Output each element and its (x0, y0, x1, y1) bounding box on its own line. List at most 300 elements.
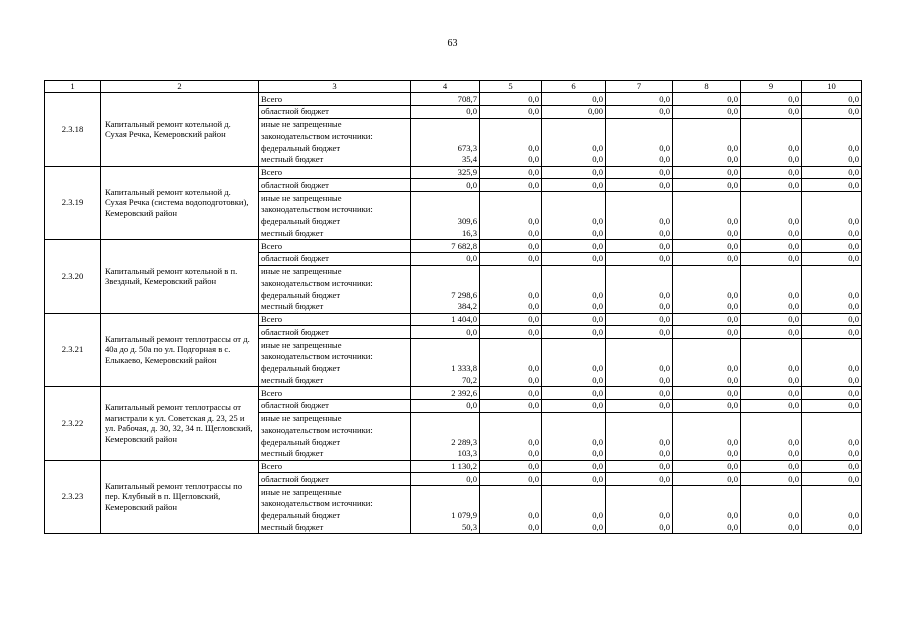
value-cell: 0,0 (542, 448, 606, 460)
value-cell: 0,0 (741, 473, 802, 486)
value-cell: 0,0 (606, 374, 673, 386)
value-cell (606, 118, 673, 130)
funding-source-label: Всего (259, 240, 411, 253)
value-cell: 0,0 (480, 93, 542, 106)
value-cell: 0,0 (542, 154, 606, 166)
value-cell: 0,0 (802, 448, 862, 460)
value-cell (480, 339, 542, 351)
table-body (45, 93, 862, 534)
value-cell: 0,0 (411, 179, 480, 192)
value-cell: 0,0 (480, 105, 542, 118)
value-cell: 70,2 (411, 374, 480, 386)
value-cell (606, 412, 673, 424)
value-cell: 0,0 (606, 166, 673, 179)
value-cell: 0,0 (542, 387, 606, 400)
value-cell (741, 130, 802, 142)
value-cell: 0,0 (480, 374, 542, 386)
value-cell: 0,0 (802, 301, 862, 313)
funding-source-label: иные не запрещенные (259, 339, 411, 351)
value-cell (673, 130, 741, 142)
funding-source-label: федеральный бюджет (259, 142, 411, 154)
value-cell: 0,0 (673, 473, 741, 486)
value-cell (741, 351, 802, 363)
value-cell (542, 351, 606, 363)
value-cell: 0,0 (480, 460, 542, 473)
value-cell: 0,0 (673, 216, 741, 228)
value-cell: 0,0 (542, 301, 606, 313)
value-cell: 0,0 (542, 436, 606, 448)
value-cell (673, 118, 741, 130)
value-cell: 0,0 (741, 448, 802, 460)
value-cell: 0,0 (741, 252, 802, 265)
table-row (45, 387, 862, 400)
funding-source-label: иные не запрещенные (259, 265, 411, 277)
funding-source-label: местный бюджет (259, 448, 411, 460)
value-cell (542, 277, 606, 289)
value-cell: 1 333,8 (411, 363, 480, 375)
value-cell (802, 339, 862, 351)
page-number: 63 (447, 38, 458, 49)
value-cell (802, 486, 862, 498)
funding-source-label: законодательством источники: (259, 204, 411, 216)
column-header: 2 (101, 81, 259, 93)
value-cell (542, 130, 606, 142)
value-cell: 0,0 (542, 399, 606, 412)
value-cell: 0,0 (480, 387, 542, 400)
funding-source-label: законодательством источники: (259, 277, 411, 289)
value-cell: 0,0 (673, 510, 741, 522)
value-cell: 0,0 (480, 289, 542, 301)
value-cell: 0,0 (542, 179, 606, 192)
value-cell: 0,00 (542, 105, 606, 118)
value-cell (542, 486, 606, 498)
value-cell: 0,0 (741, 387, 802, 400)
value-cell (411, 192, 480, 204)
value-cell: 0,0 (802, 510, 862, 522)
value-cell (673, 204, 741, 216)
funding-source-label: законодательством источники: (259, 351, 411, 363)
value-cell: 0,0 (673, 387, 741, 400)
value-cell (802, 424, 862, 436)
column-header: 3 (259, 81, 411, 93)
table-row (45, 460, 862, 473)
value-cell: 0,0 (480, 363, 542, 375)
value-cell: 0,0 (802, 436, 862, 448)
value-cell: 0,0 (673, 460, 741, 473)
value-cell: 0,0 (606, 240, 673, 253)
value-cell (802, 351, 862, 363)
value-cell (542, 204, 606, 216)
value-cell: 35,4 (411, 154, 480, 166)
value-cell: 0,0 (480, 252, 542, 265)
value-cell: 0,0 (673, 240, 741, 253)
value-cell: 0,0 (606, 154, 673, 166)
value-cell (802, 130, 862, 142)
value-cell: 0,0 (741, 142, 802, 154)
funding-source-label: федеральный бюджет (259, 436, 411, 448)
value-cell (411, 498, 480, 510)
value-cell: 0,0 (802, 93, 862, 106)
item-title: Капитальный ремонт котельной в п. Звездный, Кемеровский район (101, 240, 259, 314)
column-header: 7 (606, 81, 673, 93)
value-cell (606, 424, 673, 436)
value-cell (606, 265, 673, 277)
funding-source-label: Всего (259, 93, 411, 106)
value-cell (411, 424, 480, 436)
column-number-row (45, 81, 862, 93)
value-cell: 0,0 (802, 166, 862, 179)
value-cell: 0,0 (606, 313, 673, 326)
funding-source-label: законодательством источники: (259, 424, 411, 436)
table-row (45, 93, 862, 106)
value-cell: 0,0 (802, 374, 862, 386)
column-header: 1 (45, 81, 101, 93)
value-cell: 384,2 (411, 301, 480, 313)
value-cell: 0,0 (673, 179, 741, 192)
value-cell (411, 265, 480, 277)
value-cell: 0,0 (741, 326, 802, 339)
value-cell: 0,0 (673, 166, 741, 179)
value-cell: 1 079,9 (411, 510, 480, 522)
value-cell: 0,0 (480, 154, 542, 166)
funding-source-label: федеральный бюджет (259, 363, 411, 375)
funding-source-label: Всего (259, 313, 411, 326)
value-cell: 0,0 (606, 227, 673, 239)
value-cell (606, 339, 673, 351)
value-cell: 0,0 (741, 510, 802, 522)
value-cell: 0,0 (802, 399, 862, 412)
value-cell: 0,0 (741, 105, 802, 118)
value-cell: 0,0 (673, 363, 741, 375)
value-cell: 0,0 (741, 436, 802, 448)
funding-source-label: местный бюджет (259, 154, 411, 166)
value-cell: 0,0 (542, 166, 606, 179)
value-cell (802, 265, 862, 277)
value-cell: 0,0 (673, 289, 741, 301)
value-cell (673, 265, 741, 277)
value-cell (606, 277, 673, 289)
funding-source-label: местный бюджет (259, 301, 411, 313)
funding-source-label: иные не запрещенные (259, 486, 411, 498)
value-cell: 0,0 (802, 387, 862, 400)
value-cell: 0,0 (606, 510, 673, 522)
value-cell (480, 204, 542, 216)
value-cell (480, 265, 542, 277)
value-cell (673, 486, 741, 498)
funding-source-label: федеральный бюджет (259, 510, 411, 522)
budget-table (44, 80, 862, 534)
value-cell: 0,0 (802, 216, 862, 228)
value-cell (741, 424, 802, 436)
value-cell: 0,0 (480, 227, 542, 239)
value-cell: 0,0 (480, 510, 542, 522)
value-cell (606, 498, 673, 510)
value-cell: 0,0 (673, 154, 741, 166)
value-cell (411, 351, 480, 363)
value-cell: 0,0 (741, 399, 802, 412)
value-cell: 0,0 (802, 289, 862, 301)
value-cell: 0,0 (480, 436, 542, 448)
value-cell: 0,0 (741, 363, 802, 375)
value-cell: 0,0 (802, 473, 862, 486)
value-cell (542, 339, 606, 351)
value-cell: 0,0 (411, 252, 480, 265)
item-code: 2.3.23 (45, 460, 101, 534)
funding-source-label: местный бюджет (259, 374, 411, 386)
funding-source-label: областной бюджет (259, 179, 411, 192)
value-cell: 0,0 (606, 252, 673, 265)
value-cell (673, 339, 741, 351)
value-cell (673, 412, 741, 424)
value-cell: 0,0 (802, 227, 862, 239)
value-cell: 0,0 (606, 289, 673, 301)
value-cell: 0,0 (673, 436, 741, 448)
funding-source-label: Всего (259, 166, 411, 179)
value-cell: 0,0 (480, 521, 542, 533)
funding-source-label: областной бюджет (259, 105, 411, 118)
value-cell: 0,0 (542, 326, 606, 339)
item-title: Капитальный ремонт котельной д. Сухая Речка (система водоподготовки), Кемеровский район (101, 166, 259, 240)
value-cell: 0,0 (741, 154, 802, 166)
value-cell: 0,0 (673, 105, 741, 118)
funding-source-label: Всего (259, 387, 411, 400)
value-cell (542, 118, 606, 130)
funding-source-label: федеральный бюджет (259, 216, 411, 228)
value-cell: 0,0 (542, 374, 606, 386)
value-cell: 0,0 (741, 179, 802, 192)
value-cell (542, 265, 606, 277)
value-cell (741, 277, 802, 289)
value-cell: 0,0 (411, 473, 480, 486)
value-cell: 0,0 (542, 93, 606, 106)
value-cell: 0,0 (606, 448, 673, 460)
funding-source-label: областной бюджет (259, 399, 411, 412)
value-cell (606, 204, 673, 216)
value-cell: 0,0 (606, 216, 673, 228)
value-cell (673, 424, 741, 436)
value-cell (741, 192, 802, 204)
value-cell: 0,0 (673, 448, 741, 460)
value-cell: 2 392,6 (411, 387, 480, 400)
value-cell: 0,0 (673, 252, 741, 265)
table-row (45, 240, 862, 253)
funding-source-label: федеральный бюджет (259, 289, 411, 301)
value-cell (606, 130, 673, 142)
value-cell (673, 351, 741, 363)
value-cell: 0,0 (480, 142, 542, 154)
value-cell: 0,0 (542, 142, 606, 154)
value-cell (480, 424, 542, 436)
item-title: Капитальный ремонт теплотрассы от д. 40а до д. 50а по ул. Подгорная в с. Елыкаево, Кемеровский район (101, 313, 259, 387)
value-cell: 0,0 (741, 240, 802, 253)
value-cell (741, 118, 802, 130)
value-cell (411, 118, 480, 130)
value-cell: 0,0 (741, 521, 802, 533)
value-cell (741, 265, 802, 277)
value-cell: 0,0 (542, 227, 606, 239)
value-cell: 0,0 (542, 216, 606, 228)
value-cell (411, 277, 480, 289)
value-cell: 0,0 (802, 179, 862, 192)
value-cell (802, 277, 862, 289)
value-cell: 0,0 (606, 363, 673, 375)
value-cell: 0,0 (542, 521, 606, 533)
value-cell (480, 351, 542, 363)
value-cell (606, 192, 673, 204)
value-cell (741, 486, 802, 498)
value-cell (542, 412, 606, 424)
value-cell: 7 298,6 (411, 289, 480, 301)
value-cell: 0,0 (480, 473, 542, 486)
value-cell (542, 498, 606, 510)
column-header: 6 (542, 81, 606, 93)
value-cell: 0,0 (606, 326, 673, 339)
value-cell: 0,0 (542, 460, 606, 473)
value-cell: 1 130,2 (411, 460, 480, 473)
value-cell (411, 130, 480, 142)
value-cell: 0,0 (542, 252, 606, 265)
value-cell: 0,0 (673, 399, 741, 412)
item-code: 2.3.21 (45, 313, 101, 387)
value-cell: 0,0 (741, 216, 802, 228)
value-cell (606, 486, 673, 498)
value-cell: 0,0 (542, 510, 606, 522)
value-cell: 0,0 (606, 142, 673, 154)
value-cell: 0,0 (741, 227, 802, 239)
value-cell: 0,0 (606, 460, 673, 473)
value-cell: 0,0 (480, 448, 542, 460)
value-cell (802, 412, 862, 424)
item-title: Капитальный ремонт котельной д. Сухая Речка, Кемеровский район (101, 93, 259, 167)
table-row (45, 166, 862, 179)
funding-source-label: законодательством источники: (259, 498, 411, 510)
value-cell: 2 289,3 (411, 436, 480, 448)
value-cell (411, 339, 480, 351)
value-cell (542, 424, 606, 436)
funding-source-label: областной бюджет (259, 252, 411, 265)
value-cell: 0,0 (802, 154, 862, 166)
value-cell (673, 192, 741, 204)
column-header: 9 (741, 81, 802, 93)
column-header: 4 (411, 81, 480, 93)
item-code: 2.3.18 (45, 93, 101, 167)
value-cell: 0,0 (606, 105, 673, 118)
value-cell: 0,0 (741, 166, 802, 179)
table-row (45, 313, 862, 326)
value-cell: 0,0 (542, 240, 606, 253)
value-cell (480, 412, 542, 424)
value-cell: 0,0 (673, 93, 741, 106)
value-cell: 0,0 (606, 179, 673, 192)
value-cell: 0,0 (802, 252, 862, 265)
value-cell: 0,0 (741, 289, 802, 301)
value-cell: 325,9 (411, 166, 480, 179)
value-cell (480, 192, 542, 204)
value-cell: 0,0 (741, 93, 802, 106)
value-cell: 0,0 (606, 93, 673, 106)
value-cell (802, 498, 862, 510)
value-cell (802, 204, 862, 216)
item-title: Капитальный ремонт теплотрассы от магистрали к ул. Советская д. 23, 25 и ул. Рабочая, д. 30, 32, 34 п. Щегловский, Кемеровский район (101, 387, 259, 461)
value-cell: 0,0 (411, 105, 480, 118)
value-cell: 0,0 (480, 216, 542, 228)
item-code: 2.3.20 (45, 240, 101, 314)
value-cell: 0,0 (480, 326, 542, 339)
value-cell: 0,0 (673, 326, 741, 339)
value-cell: 0,0 (741, 313, 802, 326)
value-cell: 0,0 (673, 227, 741, 239)
value-cell: 0,0 (542, 473, 606, 486)
column-header: 8 (673, 81, 741, 93)
value-cell: 0,0 (480, 166, 542, 179)
funding-source-label: иные не запрещенные (259, 192, 411, 204)
value-cell: 0,0 (606, 399, 673, 412)
value-cell (480, 130, 542, 142)
value-cell: 0,0 (673, 301, 741, 313)
value-cell: 673,3 (411, 142, 480, 154)
value-cell (411, 486, 480, 498)
value-cell: 0,0 (673, 521, 741, 533)
value-cell: 0,0 (802, 240, 862, 253)
value-cell: 0,0 (802, 460, 862, 473)
value-cell (802, 192, 862, 204)
column-header: 10 (802, 81, 862, 93)
value-cell: 0,0 (802, 105, 862, 118)
value-cell: 0,0 (802, 326, 862, 339)
value-cell (741, 339, 802, 351)
value-cell: 50,3 (411, 521, 480, 533)
funding-source-label: областной бюджет (259, 326, 411, 339)
funding-source-label: иные не запрещенные (259, 118, 411, 130)
value-cell: 0,0 (480, 301, 542, 313)
value-cell (673, 277, 741, 289)
value-cell: 0,0 (741, 374, 802, 386)
item-title: Капитальный ремонт теплотрассы по пер. Клубный в п. Щегловский, Кемеровский район (101, 460, 259, 534)
value-cell: 0,0 (542, 289, 606, 301)
value-cell: 0,0 (606, 521, 673, 533)
value-cell: 0,0 (542, 363, 606, 375)
value-cell (411, 412, 480, 424)
value-cell (480, 486, 542, 498)
value-cell (480, 498, 542, 510)
value-cell (802, 118, 862, 130)
value-cell: 0,0 (480, 399, 542, 412)
value-cell: 0,0 (802, 363, 862, 375)
value-cell: 1 404,0 (411, 313, 480, 326)
value-cell (606, 351, 673, 363)
value-cell: 0,0 (542, 313, 606, 326)
value-cell: 0,0 (606, 436, 673, 448)
value-cell: 0,0 (411, 399, 480, 412)
funding-source-label: местный бюджет (259, 521, 411, 533)
value-cell: 103,3 (411, 448, 480, 460)
value-cell (673, 498, 741, 510)
value-cell: 0,0 (673, 374, 741, 386)
funding-source-label: местный бюджет (259, 227, 411, 239)
value-cell: 0,0 (606, 387, 673, 400)
value-cell: 0,0 (673, 313, 741, 326)
value-cell (480, 277, 542, 289)
value-cell: 0,0 (741, 460, 802, 473)
funding-source-label: законодательством источники: (259, 130, 411, 142)
value-cell: 0,0 (673, 142, 741, 154)
column-header: 5 (480, 81, 542, 93)
value-cell (480, 118, 542, 130)
value-cell: 0,0 (411, 326, 480, 339)
value-cell: 708,7 (411, 93, 480, 106)
value-cell (741, 498, 802, 510)
value-cell: 0,0 (802, 142, 862, 154)
